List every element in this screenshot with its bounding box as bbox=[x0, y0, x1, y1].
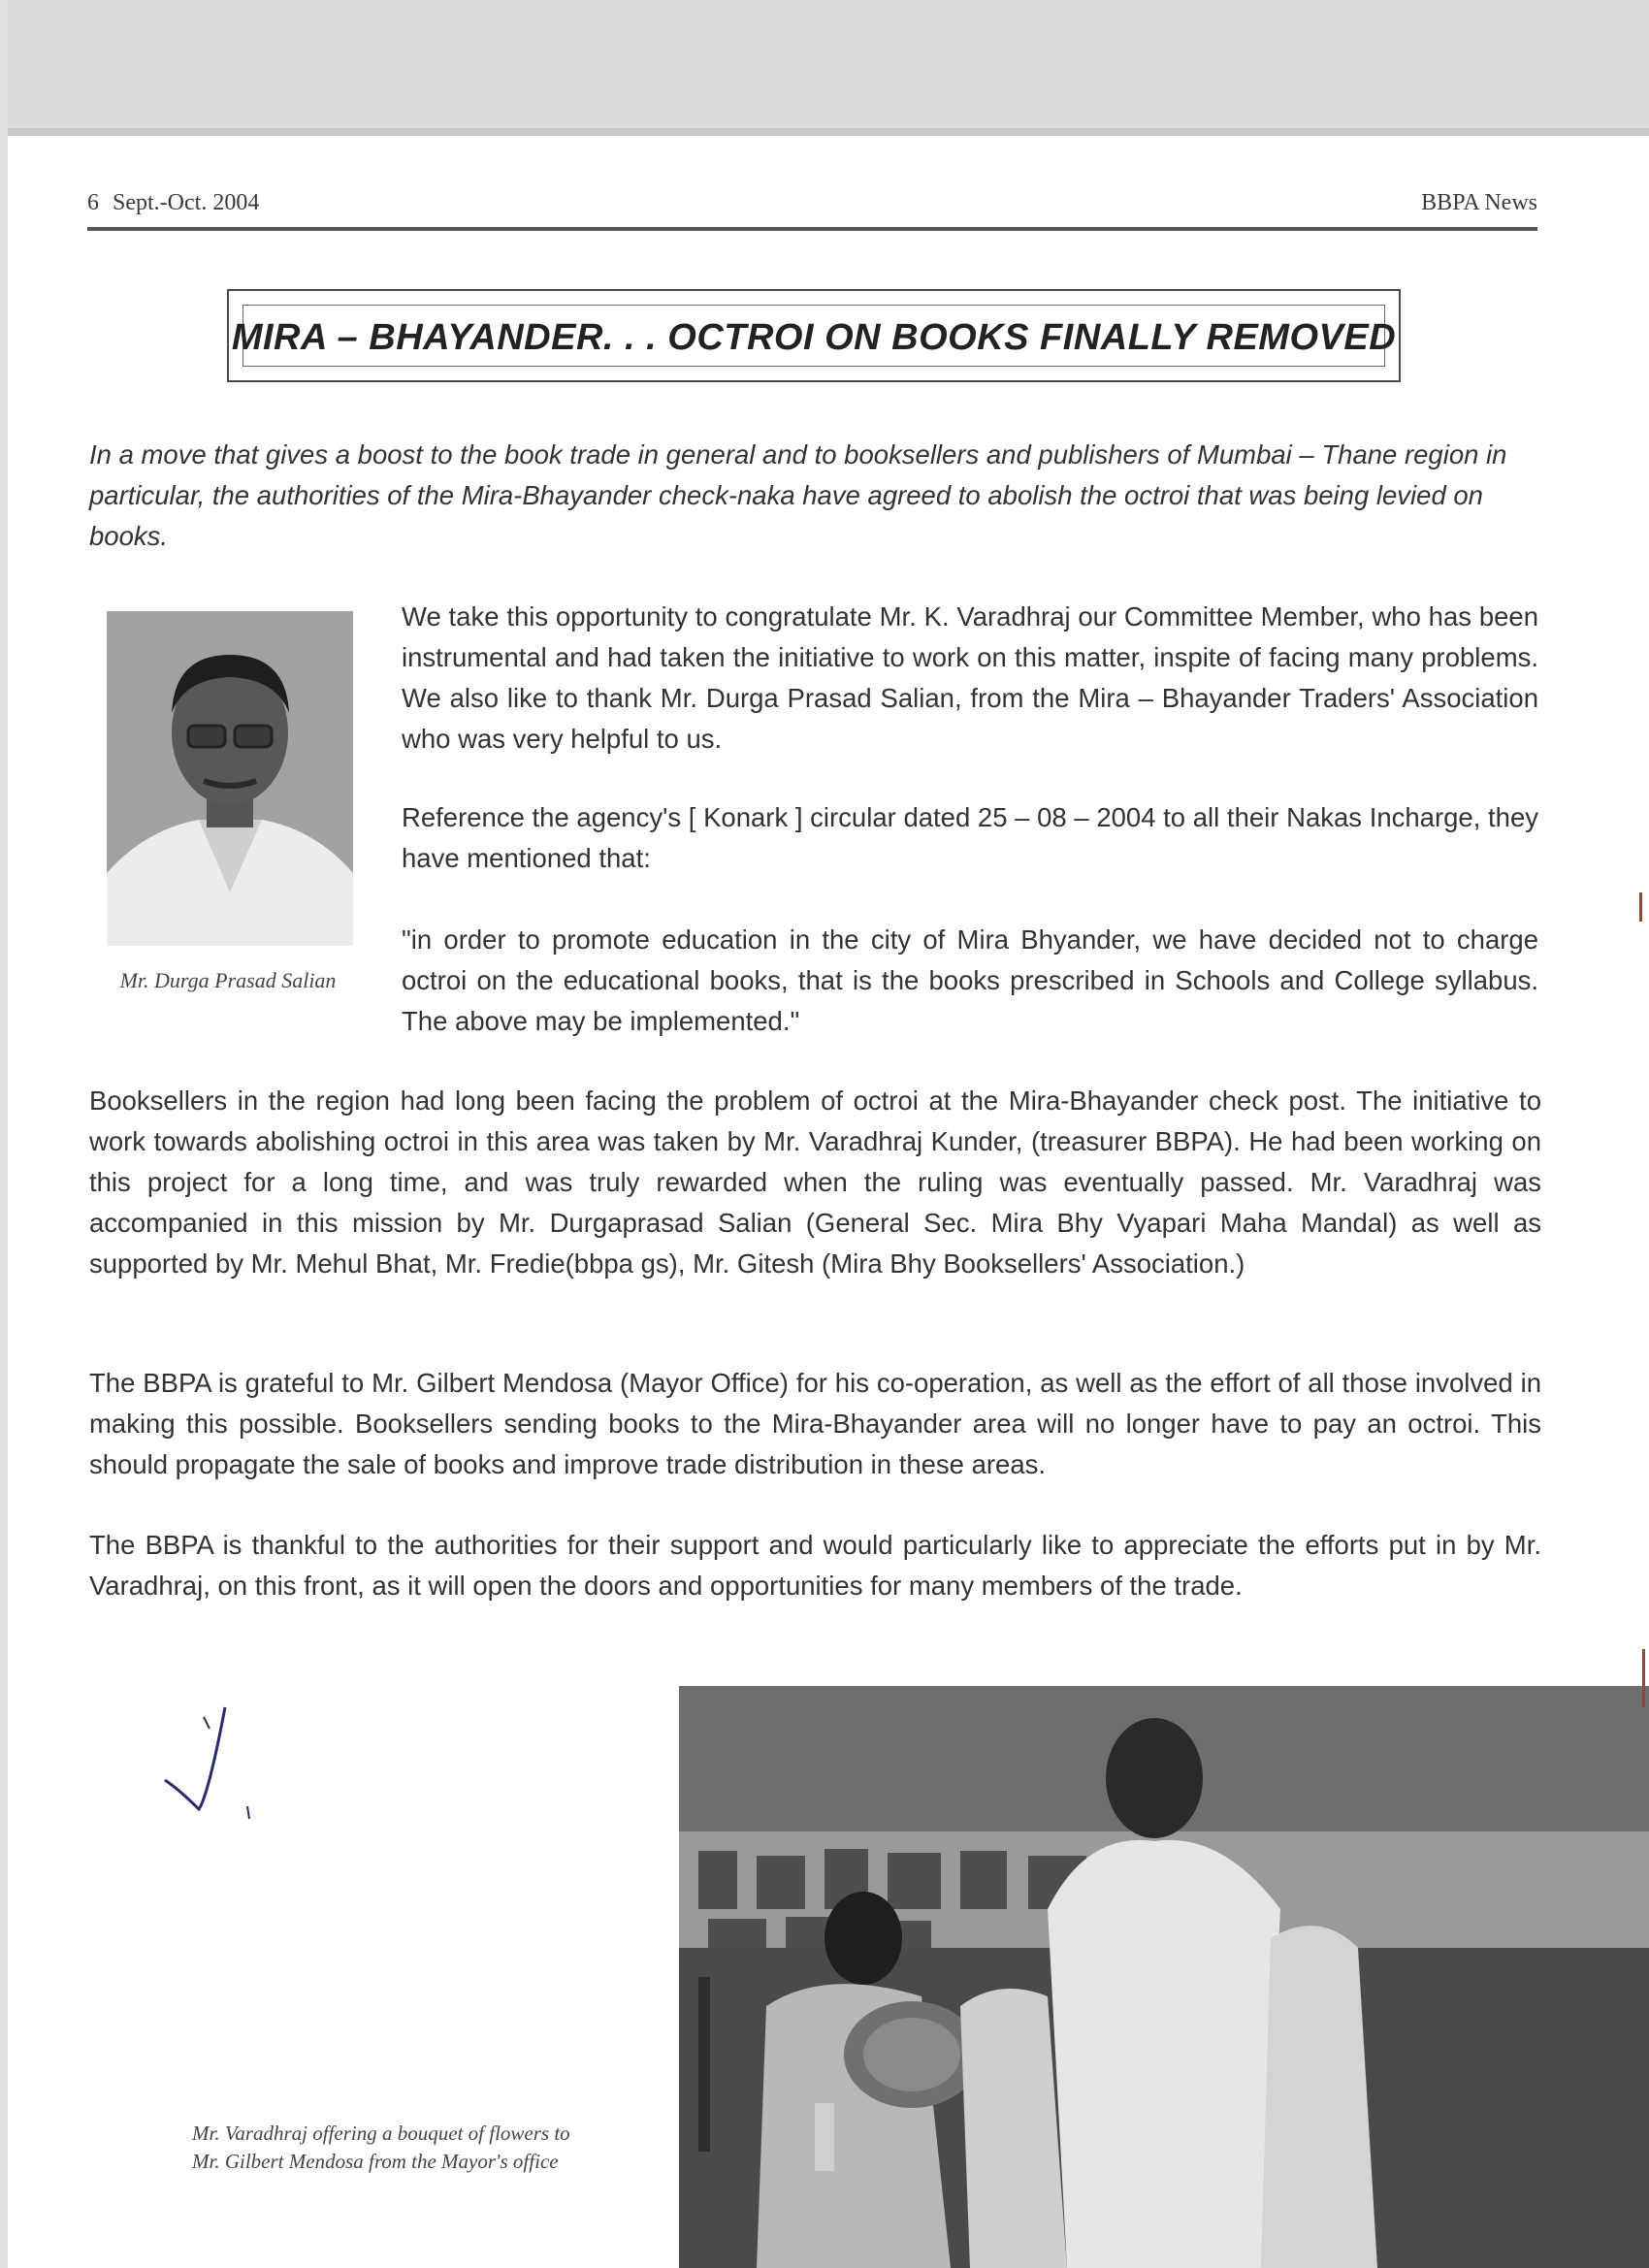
scan-background-top bbox=[0, 0, 1649, 136]
header-left bbox=[87, 190, 259, 216]
photo-caption-line-2: Mr. Gilbert Mendosa from the Mayor's office bbox=[192, 2150, 559, 2173]
handwritten-check-mark bbox=[155, 1688, 272, 1824]
event-photo-image bbox=[679, 1686, 1649, 2268]
event-photo bbox=[679, 1686, 1649, 2268]
issue-date: Sept.-Oct. 2004 bbox=[113, 190, 260, 215]
portrait-caption: Mr. Durga Prasad Salian bbox=[119, 968, 337, 992]
article-lead: In a move that gives a boost to the book trade in general and to booksellers and publishers of Mumbai – Thane region in particular, the authorities of the Mira-Bhayander check-naka have agreed to abolish the octroi that was being levied on books. bbox=[89, 439, 1507, 551]
article-title: MIRA – BHAYANDER. . . OCTROI ON BOOKS FINALLY REMOVED bbox=[231, 317, 1397, 358]
page-header bbox=[87, 186, 1537, 223]
paragraph-thanks: The BBPA is thankful to the authorities for their support and would particularly like to appreciate the efforts put in by Mr. Varadhraj, on this front, as it will open the doors and opportunities for many members of the trade. bbox=[89, 1530, 1541, 1601]
publication-name: BBPA News bbox=[1421, 190, 1537, 215]
photo-caption-line-1: Mr. Varadhraj offering a bouquet of flowers to bbox=[192, 2122, 570, 2145]
header-rule bbox=[87, 227, 1537, 231]
paragraph-booksellers: Booksellers in the region had long been facing the problem of octroi at the Mira-Bhayander check post. The initiative to work towards abolishing octroi in this area was taken by Mr. Varadhraj Kunder, (treasurer BBPA). He had been working on this project for a long time, and was truly rewarded when the ruling was eventually passed. Mr. Varadhraj was accompanied in this mission by Mr. Durgaprasad Salian (General Sec. Mira Bhy Vyapari Maha Mandal) as well as supported by Mr. Mehul Bhat, Mr. Fredie(bbpa gs), Mr. Gitesh (Mira Bhy Booksellers' Association.) bbox=[89, 1085, 1541, 1279]
portrait-photo bbox=[107, 611, 353, 946]
paragraph-circular-reference: Reference the agency's [ Konark ] circular dated 25 – 08 – 2004 to all their Nakas Incharge, they have mentioned that: bbox=[402, 802, 1538, 873]
scan-edge-mark bbox=[1642, 1649, 1645, 1707]
page-fold bbox=[0, 128, 1649, 136]
portrait-image bbox=[107, 611, 353, 946]
scan-edge-mark bbox=[1639, 892, 1642, 922]
scan-background-left bbox=[0, 0, 8, 2268]
paragraph-gratitude: The BBPA is grateful to Mr. Gilbert Mendosa (Mayor Office) for his co-operation, as well as the effort of all those involved in making this possible. Booksellers sending books to the Mira-Bhayander area will no longer have to pay an octroi. This should propagate the sale of books and improve trade distribution in these areas. bbox=[89, 1368, 1541, 1479]
photo-caption bbox=[192, 2120, 658, 2176]
circular-quote: "in order to promote education in the city of Mira Bhyander, we have decided not to charge octroi on the educational books, that is the books prescribed in Schools and College syllabus. The above may be implemented." bbox=[402, 924, 1538, 1036]
article-title-box bbox=[227, 289, 1401, 382]
paragraph-congratulations: We take this opportunity to congratulate Mr. K. Varadhraj our Committee Member, who has been instrumental and had taken the initiative to work on this matter, inspite of facing many problems. We also like to thank Mr. Durga Prasad Salian, from the Mira – Bhayander Traders' Association who was very helpful to us. bbox=[402, 601, 1538, 754]
page-number: 6 bbox=[87, 190, 99, 215]
